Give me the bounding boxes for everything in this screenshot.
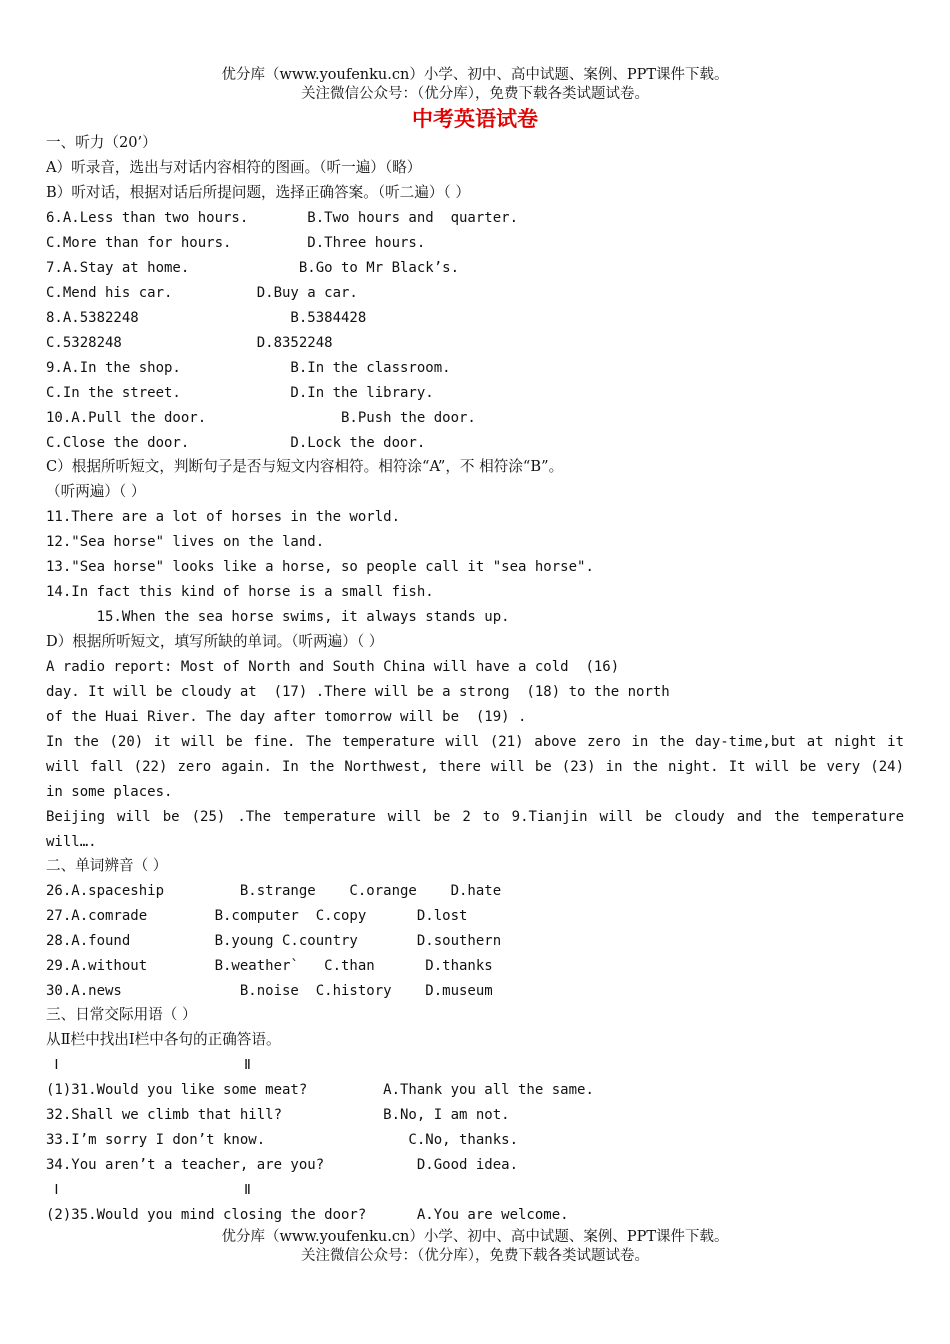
passage-line: In the (20) it will be fine. The temperature will (21) above zero in the day-time,but at night it	[46, 734, 904, 750]
question-line: C.More than for hours. D.Three hours.	[46, 235, 426, 251]
question-line: 14.In fact this kind of horse is a small fish.	[46, 584, 434, 600]
question-line: 7.A.Stay at home. B.Go to Mr Black’s.	[46, 260, 460, 276]
question-line: C.5328248 D.8352248	[46, 335, 333, 351]
question-line: C.Mend his car. D.Buy a car.	[46, 285, 358, 301]
footer-line-2: 关注微信公众号：（优分库），免费下载各类试题试卷。	[301, 1248, 649, 1264]
question-line: 8.A.5382248 B.5384428	[46, 310, 367, 326]
question-line: 13."Sea horse" looks like a horse, so people call it "sea horse".	[46, 559, 594, 575]
footer-line-1: 优分库（www.youfenku.cn）小学、初中、高中试题、案例、PPT课件下载。	[221, 1229, 729, 1245]
passage-line: will fall (22) zero again. In the Northwest, there will be (23) in the night. It will be very (24)	[46, 759, 904, 775]
question-line: 26.A.spaceship B.strange C.orange D.hate	[46, 883, 502, 899]
instruction-line: B）听对话，根据对话后所提问题，选择正确答案。（听二遍）（ ）	[46, 184, 470, 201]
header-line-2: 关注微信公众号：（优分库），免费下载各类试题试卷。	[301, 86, 649, 102]
instruction-line: A）听录音，选出与对话内容相符的图画。（听一遍）（略）	[46, 159, 422, 176]
question-line: 27.A.comrade B.computer C.copy D.lost	[46, 908, 468, 924]
column-header: Ⅰ Ⅱ	[46, 1182, 251, 1198]
question-line: 11.There are a lot of horses in the world.	[46, 509, 401, 525]
section-heading: 三、日常交际用语（ ）	[46, 1006, 197, 1023]
header-line-1: 优分库（www.youfenku.cn）小学、初中、高中试题、案例、PPT课件下载。	[221, 67, 729, 83]
instruction-line: （听两遍）（ ）	[46, 483, 146, 500]
instruction-line: C）根据所听短文，判断句子是否与短文内容相符。相符涂“A”，不 相符涂“B”。	[46, 458, 564, 475]
section-heading: 一、听力（20’）	[46, 134, 157, 151]
passage-line: A radio report: Most of North and South China will have a cold (16)	[46, 659, 620, 675]
instruction-line: 从Ⅱ栏中找出Ⅰ栏中各句的正确答语。	[46, 1031, 281, 1048]
question-line: C.In the street. D.In the library.	[46, 385, 434, 401]
question-line: 29.A.without B.weather` C.than D.thanks	[46, 958, 493, 974]
passage-line: of the Huai River. The day after tomorrow will be (19) .	[46, 709, 527, 725]
passage-line: will….	[46, 834, 97, 850]
question-line: (1)31.Would you like some meat? A.Thank you all the same.	[46, 1082, 594, 1098]
question-line: 34.You aren’t a teacher, are you? D.Good idea.	[46, 1157, 519, 1173]
question-line: (2)35.Would you mind closing the door? A.You are welcome.	[46, 1207, 569, 1223]
question-line: 28.A.found B.young C.country D.southern	[46, 933, 502, 949]
question-line: C.Close the door. D.Lock the door.	[46, 435, 426, 451]
question-line: 30.A.news B.noise C.history D.museum	[46, 983, 493, 999]
question-line: 33.I’m sorry I don’t know. C.No, thanks.	[46, 1132, 519, 1148]
passage-line: in some places.	[46, 784, 173, 800]
page-title: 中考英语试卷	[412, 106, 538, 131]
question-line: 12."Sea horse" lives on the land.	[46, 534, 325, 550]
question-line: 15.When the sea horse swims, it always stands up.	[46, 609, 510, 625]
question-line: 10.A.Pull the door. B.Push the door.	[46, 410, 476, 426]
question-line: 6.A.Less than two hours. B.Two hours and quarter.	[46, 210, 519, 226]
column-header: Ⅰ Ⅱ	[46, 1057, 251, 1073]
passage-line: Beijing will be (25) .The temperature will be 2 to 9.Tianjin will be cloudy and the temperature	[46, 809, 904, 825]
section-heading: 二、单词辨音（ ）	[46, 857, 168, 874]
question-line: 32.Shall we climb that hill? B.No, I am not.	[46, 1107, 510, 1123]
instruction-line: D）根据所听短文，填写所缺的单词。（听两遍）（ ）	[46, 633, 384, 650]
passage-line: day. It will be cloudy at (17) .There will be a strong (18) to the north	[46, 684, 670, 700]
question-line: 9.A.In the shop. B.In the classroom.	[46, 360, 451, 376]
